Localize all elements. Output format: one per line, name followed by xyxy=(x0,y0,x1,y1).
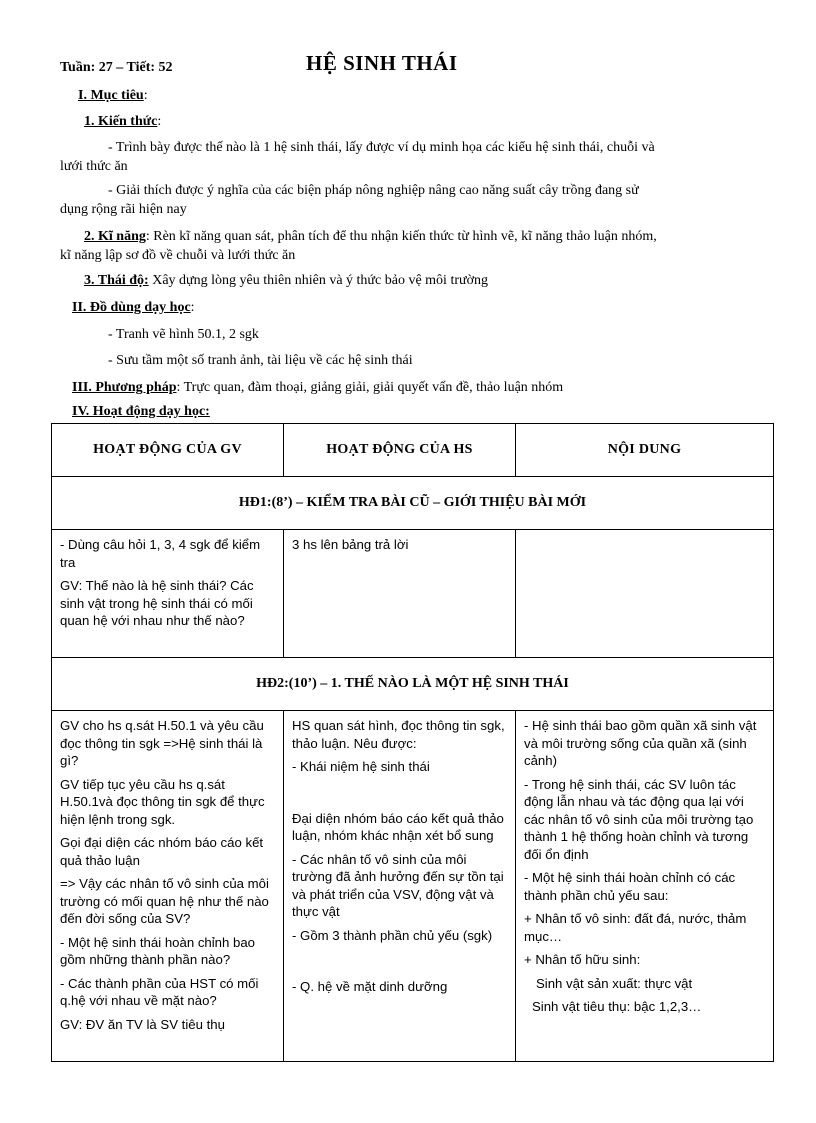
hd2-nd-item: + Nhân tố hữu sinh: xyxy=(524,952,641,967)
table-header-row xyxy=(52,424,774,477)
hd1-title-row xyxy=(52,477,774,530)
skills-text-cont: kĩ năng lập sơ đồ về chuỗi và lưới thức ăn xyxy=(60,248,296,263)
hd2-nd-item: - Hệ sinh thái bao gồm quần xã sinh vật và môi trường sống của quần xã (sinh cảnh) xyxy=(524,718,757,768)
hd2-nd-item: Sinh vật sản xuất: thực vật xyxy=(536,975,693,991)
header-hs: HOẠT ĐỘNG CỦA HS xyxy=(284,424,516,477)
hd2-gv-item: GV: ĐV ăn TV là SV tiêu thụ xyxy=(60,1016,225,1032)
hd2-title: HĐ2:(10’) – 1. THẾ NÀO LÀ MỘT HỆ SINH THÁI xyxy=(52,658,774,711)
hd2-gv-item: Gọi đại diện các nhóm báo cáo kết quả thảo luận xyxy=(60,835,264,868)
skills-line xyxy=(84,229,657,245)
materials-item-1: - Tranh vẽ hình 50.1, 2 sgk xyxy=(108,327,259,342)
knowledge-item-2: - Giải thích được ý nghĩa của các biện pháp nông nghiệp nâng cao năng suất cây trồng đang sử xyxy=(108,183,639,198)
hd1-hs-cell xyxy=(284,530,516,658)
section-materials-colon: : xyxy=(190,300,195,315)
hd2-hs-cell xyxy=(284,711,516,1062)
attitude-text: Xây dựng lòng yêu thiên nhiên và ý thức bảo vệ môi trường xyxy=(148,273,488,288)
skills-text: : Rèn kĩ năng quan sát, phân tích để thu nhận kiến thức từ hình vẽ, kĩ năng thảo luận nhóm, xyxy=(145,229,657,244)
hd2-hs-item: HS quan sát hình, đọc thông tin sgk, thảo luận. Nêu được: xyxy=(292,718,505,751)
section-activities-heading: IV. Hoạt động dạy học: xyxy=(72,404,210,419)
hd2-gv-item: GV cho hs q.sát H.50.1 và yêu cầu đọc thông tin sgk =>Hệ sinh thái là gì? xyxy=(60,718,264,768)
hd1-gv-item: GV: Thế nào là hệ sinh thái? Các sinh vật trong hệ sinh thái có mối quan hệ với nhau như thế nào? xyxy=(60,578,254,628)
hd2-hs-item: - Gồm 3 thành phần chủ yếu (sgk) xyxy=(292,927,493,943)
knowledge-item-2-cont: dụng rộng rãi hiện nay xyxy=(60,202,187,217)
section-methods xyxy=(72,380,563,396)
hd2-gv-item: GV tiếp tục yêu cầu hs q.sát H.50.1và đọc thông tin sgk để thực hiện lệnh trong sgk. xyxy=(60,776,265,827)
hd2-hs-item: - Q. hệ về mặt dinh dưỡng xyxy=(292,979,448,994)
hd2-hs-item: - Các nhân tố vô sinh của môi trường đã ảnh hưởng đến sự tồn tại và phát triển của VSV, động vật và thực vật xyxy=(292,851,504,919)
attitude-heading: 3. Thái độ: xyxy=(84,273,149,288)
knowledge-heading-line xyxy=(84,114,161,130)
hd2-nd-item: Sinh vật tiêu thụ: bậc 1,2,3… xyxy=(532,999,702,1014)
hd2-hs-item: - Khái niệm hệ sinh thái xyxy=(292,759,430,774)
section-materials xyxy=(72,300,195,316)
section-methods-text: : Trực quan, đàm thoại, giảng giải, giải quyết vấn đề, thảo luận nhóm xyxy=(176,380,564,395)
hd1-gv-cell xyxy=(52,530,284,658)
hd1-gv-item: - Dùng câu hỏi 1, 3, 4 sgk để kiểm tra xyxy=(60,537,261,570)
section-objectives xyxy=(78,88,148,104)
knowledge-item-1-cont: lưới thức ăn xyxy=(60,159,128,174)
knowledge-heading: 1. Kiến thức xyxy=(84,114,158,129)
lesson-meta: Tuần: 27 – Tiết: 52 xyxy=(60,60,173,75)
spacer xyxy=(292,950,509,978)
section-objectives-colon: : xyxy=(143,88,148,103)
section-objectives-heading: I. Mục tiêu xyxy=(78,88,144,103)
hd1-nd-cell xyxy=(516,530,774,658)
hd1-title: HĐ1:(8’) – KIỂM TRA BÀI CŨ – GIỚI THIỆU BÀI MỚI xyxy=(52,477,774,530)
hd2-gv-cell xyxy=(52,711,284,1062)
hd2-gv-item: - Một hệ sinh thái hoàn chỉnh bao gồm những thành phần nào? xyxy=(60,934,256,967)
hd2-nd-item: - Trong hệ sinh thái, các SV luôn tác động lẫn nhau và tác động qua lại với các nhân tố vô sinh của môi trường tạo thành 1 hệ thống hoàn chỉnh và tương đối ổn định xyxy=(524,776,754,862)
hd1-content-row xyxy=(52,530,774,658)
hd2-gv-item: - Các thành phần của HST có mối q.hệ với nhau về mặt nào? xyxy=(60,975,259,1008)
section-materials-heading: II. Đồ dùng dạy học xyxy=(72,300,191,315)
hd2-hs-item: Đại diện nhóm báo cáo kết quả thảo luận, nhóm khác nhận xét bổ sung xyxy=(292,810,504,843)
page-title: HỆ SINH THÁI xyxy=(306,51,458,75)
spacer xyxy=(292,782,509,810)
hd2-nd-item: + Nhân tố vô sinh: đất đá, nước, thảm mục… xyxy=(524,911,747,944)
header-nd: NỘI DUNG xyxy=(516,424,774,477)
attitude-line xyxy=(84,273,488,289)
knowledge-colon: : xyxy=(157,114,162,129)
section-methods-heading: III. Phương pháp xyxy=(72,380,177,395)
materials-item-2: - Sưu tầm một số tranh ảnh, tài liệu về các hệ sinh thái xyxy=(108,353,413,368)
hd2-nd-cell xyxy=(516,711,774,1062)
hd2-content-row xyxy=(52,711,774,1062)
hd2-gv-item: => Vậy các nhân tố vô sinh của môi trường có mối quan hệ như thế nào đến đời sống của SV? xyxy=(60,876,269,926)
activities-table xyxy=(51,423,774,1062)
hd2-title-row xyxy=(52,658,774,711)
header-gv: HOẠT ĐỘNG CỦA GV xyxy=(52,424,284,477)
hd1-hs-item: 3 hs lên bảng trả lời xyxy=(292,537,409,552)
skills-heading: 2. Kĩ năng xyxy=(84,229,146,244)
knowledge-item-1: - Trình bày được thế nào là 1 hệ sinh thái, lấy được ví dụ minh họa các kiểu hệ sinh thái, chuỗi và xyxy=(108,140,655,155)
hd2-nd-item: - Một hệ sinh thái hoàn chỉnh có các thành phần chủ yếu sau: xyxy=(524,870,736,903)
